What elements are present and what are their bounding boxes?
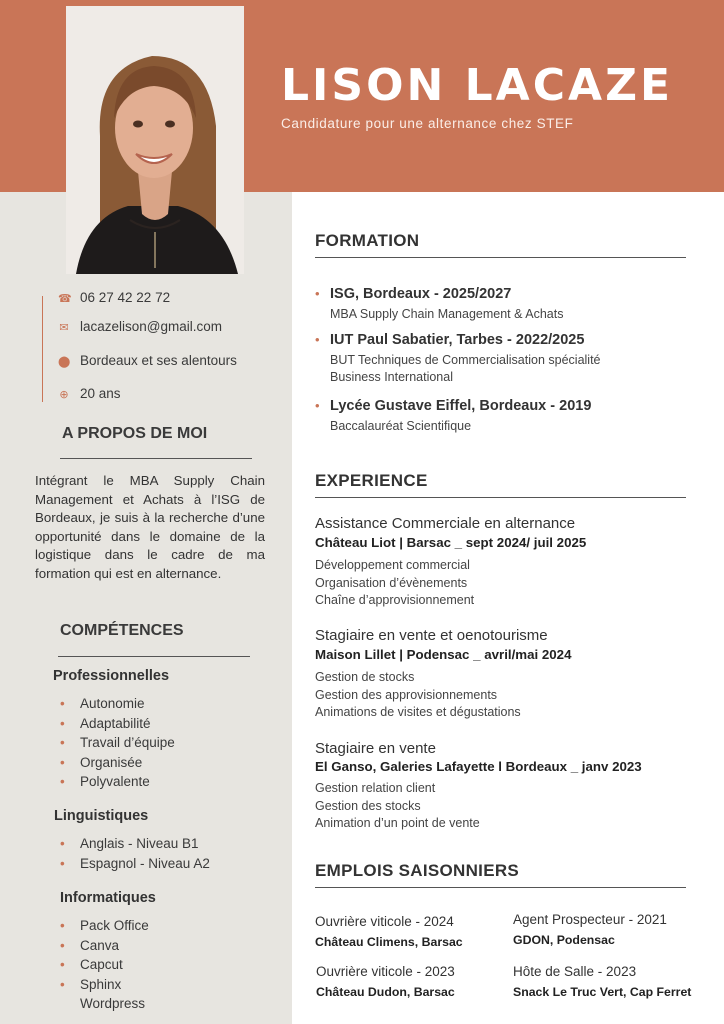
skills-heading: COMPÉTENCES <box>60 622 184 639</box>
experience-tasks <box>315 557 474 610</box>
task-item: Gestion des stocks <box>315 798 421 813</box>
education-rule <box>315 257 686 258</box>
list-item: • Polyvalente <box>60 772 175 792</box>
skills-professional-label: Professionnelles <box>53 668 170 684</box>
skills-computing-label: Informatiques <box>60 890 156 906</box>
experience-title: Stagiaire en vente et oenotourisme <box>315 627 548 644</box>
education-heading: FORMATION <box>315 231 420 250</box>
task-item: Animations de visites et dégustations <box>315 705 521 719</box>
list-item: • Anglais - Niveau B1 <box>60 834 210 854</box>
list-item: • Adaptabilité <box>60 714 175 734</box>
list-item: • Autonomie <box>60 694 175 714</box>
about-text: Intégrant le MBA Supply Chain Management et Achats à l’ISG de Bordeaux, je suis à la recherche d’une opportunité dans le domaine de la logistique dans le cadre de ma formation qui est en alternance. <box>35 473 265 581</box>
about-heading: A PROPOS DE MOI <box>62 425 208 442</box>
task-item: Organisation d’évènements <box>315 575 468 590</box>
list-item: • Pack Office <box>60 916 149 936</box>
contact-email <box>58 319 222 334</box>
skills-languages-list <box>60 834 210 873</box>
skills-computing-list <box>60 916 149 1014</box>
seasonal-job-title: Ouvrière viticole - 2023 <box>316 964 455 979</box>
location-pin-icon: ⬤ <box>58 356 71 368</box>
list-item: • Canva <box>60 936 149 956</box>
mail-icon: ✉ <box>59 322 69 334</box>
experience-rule <box>315 497 686 498</box>
education-title: Lycée Gustave Eiffel, Bordeaux - 2019 <box>330 398 592 414</box>
bullet-icon: • <box>315 286 320 301</box>
list-item: • Capcut <box>60 955 149 975</box>
age-text: 20 ans <box>80 386 121 401</box>
experience-org: El Ganso, Galeries Lafayette l Bordeaux _ janv 2023 <box>315 759 642 774</box>
skills-rule <box>58 656 250 657</box>
education-title: ISG, Bordeaux - 2025/2027 <box>330 286 512 302</box>
education-detail: BUT Techniques de Commercialisation spécialité Business International <box>330 353 601 384</box>
experience-org: Maison Lillet | Podensac _ avril/mai 2024 <box>315 647 572 662</box>
list-item: Wordpress <box>80 996 146 1012</box>
list-item: • Sphinx <box>60 975 149 995</box>
bullet-icon: • <box>315 332 320 347</box>
skills-languages-label: Linguistiques <box>54 808 149 824</box>
education-detail: MBA Supply Chain Management & Achats <box>330 307 564 321</box>
seasonal-heading: EMPLOIS SAISONNIERS <box>315 861 520 880</box>
task-item: Gestion relation client <box>315 781 436 795</box>
experience-tasks <box>315 669 521 722</box>
list-item: • Travail d’équipe <box>60 733 175 753</box>
seasonal-rule <box>315 887 686 888</box>
experience-title: Assistance Commerciale en alternance <box>315 515 576 532</box>
seasonal-job-place: Château Climens, Barsac <box>315 935 463 949</box>
contact-location <box>58 353 237 368</box>
email-text: lacazelison@gmail.com <box>80 319 223 334</box>
candidate-name: LISON LACAZE <box>281 60 674 111</box>
list-item: • Organisée <box>60 753 175 773</box>
experience-tasks <box>315 780 480 833</box>
task-item: Gestion des approvisionnements <box>315 687 498 702</box>
contact-divider <box>42 296 43 402</box>
skills-professional-list <box>60 694 175 792</box>
phone-icon: ☎ <box>58 293 72 305</box>
globe-icon: ⊕ <box>59 389 69 401</box>
experience-heading: EXPERIENCE <box>315 471 428 490</box>
education-title: IUT Paul Sabatier, Tarbes - 2022/2025 <box>330 332 585 348</box>
candidate-subtitle: Candidature pour une alternance chez STEF <box>281 116 574 131</box>
experience-org: Château Liot | Barsac _ sept 2024/ juil 2025 <box>315 535 587 550</box>
education-detail: Baccalauréat Scientifique <box>330 419 472 433</box>
task-item: Développement commercial <box>315 558 470 572</box>
profile-photo <box>66 6 244 274</box>
task-item: Gestion de stocks <box>315 670 415 684</box>
experience-title: Stagiaire en vente <box>315 740 436 757</box>
about-rule <box>60 458 252 459</box>
contact-age <box>58 386 121 401</box>
seasonal-job-title: Agent Prospecteur - 2021 <box>513 912 667 927</box>
list-item: • Espagnol - Niveau A2 <box>60 854 210 874</box>
bullet-icon: • <box>315 398 320 413</box>
seasonal-job-place: Château Dudon, Barsac <box>316 985 455 999</box>
phone-text: 06 27 42 22 72 <box>80 290 171 305</box>
task-item: Animation d’un point de vente <box>315 816 480 830</box>
seasonal-job-title: Hôte de Salle - 2023 <box>513 964 637 979</box>
task-item: Chaîne d’approvisionnement <box>315 593 475 607</box>
seasonal-job-place: Snack Le Truc Vert, Cap Ferret <box>513 985 692 999</box>
seasonal-job-place: GDON, Podensac <box>513 933 615 947</box>
location-text: Bordeaux et ses alentours <box>80 353 237 368</box>
contact-phone <box>58 290 170 305</box>
seasonal-job-title: Ouvrière viticole - 2024 <box>315 914 454 929</box>
